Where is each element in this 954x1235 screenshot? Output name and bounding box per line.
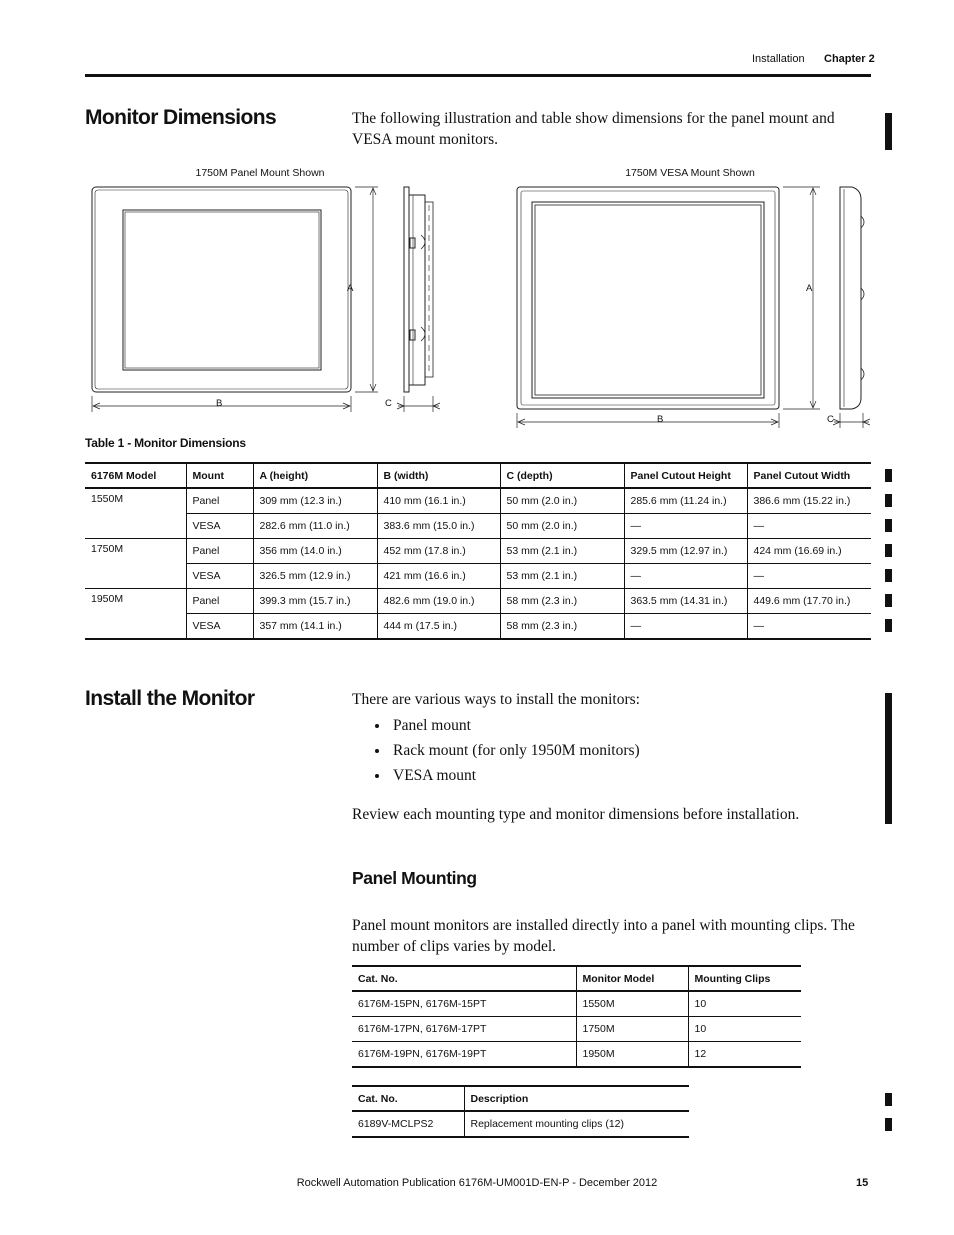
panel-dim-c-label: C — [385, 398, 392, 409]
table-cell: 399.3 mm (15.7 in.) — [253, 589, 377, 614]
table-cell: 452 mm (17.8 in.) — [377, 539, 500, 564]
table-row — [352, 1111, 689, 1137]
table-row — [85, 589, 871, 614]
vesa-mount-figure-label: 1750M VESA Mount Shown — [625, 167, 755, 179]
mounting-clips-table — [352, 965, 801, 1068]
table-cell: 285.6 mm (11.24 in.) — [624, 488, 747, 514]
table-cell: 10 — [688, 1017, 801, 1042]
vesa-dim-c-label: C — [827, 414, 834, 425]
header-section-label: Installation — [752, 53, 805, 65]
table-cell: — — [747, 614, 871, 640]
change-bar — [885, 569, 892, 582]
table-cell: 6176M-15PN, 6176M-15PT — [352, 991, 576, 1017]
table-cell: 421 mm (16.6 in.) — [377, 564, 500, 589]
table-cell: — — [624, 514, 747, 539]
table-cell: 53 mm (2.1 in.) — [500, 564, 624, 589]
table-cell: 1550M — [576, 991, 688, 1017]
column-header: Description — [464, 1086, 689, 1111]
table-cell: 50 mm (2.0 in.) — [500, 488, 624, 514]
table-cell: 58 mm (2.3 in.) — [500, 614, 624, 640]
column-header: B (width) — [377, 463, 500, 488]
change-bar — [885, 494, 892, 507]
column-header: A (height) — [253, 463, 377, 488]
table-cell: 383.6 mm (15.0 in.) — [377, 514, 500, 539]
install-review-text: Review each mounting type and monitor dimensions before installation. — [352, 806, 800, 823]
column-header: C (depth) — [500, 463, 624, 488]
table-cell: 410 mm (16.1 in.) — [377, 488, 500, 514]
column-header: Cat. No. — [352, 1086, 464, 1111]
table-cell: 58 mm (2.3 in.) — [500, 589, 624, 614]
install-intro: There are various ways to install the monitors: — [352, 691, 640, 708]
table-cell: — — [747, 514, 871, 539]
monitor-dimensions-intro: The following illustration and table show dimensions for the panel mount and VESA mount monitors. — [352, 110, 835, 148]
panel-dim-a-label: A — [347, 283, 354, 294]
column-header: Panel Cutout Height — [624, 463, 747, 488]
model-cell: 1750M — [85, 539, 186, 589]
table-row — [352, 991, 801, 1017]
change-bar — [885, 469, 892, 482]
table-cell: 282.6 mm (11.0 in.) — [253, 514, 377, 539]
table-cell: 449.6 mm (17.70 in.) — [747, 589, 871, 614]
header-rule — [85, 74, 871, 77]
subsection-heading-panel-mounting: Panel Mounting — [352, 868, 477, 888]
table-cell: 10 — [688, 991, 801, 1017]
column-header: Cat. No. — [352, 966, 576, 991]
table-cell: VESA — [186, 614, 253, 640]
section-heading-install-monitor: Install the Monitor — [85, 687, 255, 710]
table-cell: — — [624, 564, 747, 589]
table-cell: 12 — [688, 1042, 801, 1068]
table-cell: 53 mm (2.1 in.) — [500, 539, 624, 564]
vesa-dim-b-label: B — [657, 414, 664, 425]
table-cell: 444 m (17.5 in.) — [377, 614, 500, 640]
table-cell: 6189V-MCLPS2 — [352, 1111, 464, 1137]
table-cell: 326.5 mm (12.9 in.) — [253, 564, 377, 589]
table-cell: 1950M — [576, 1042, 688, 1068]
column-header: Mounting Clips — [688, 966, 801, 991]
panel-mount-figure-label: 1750M Panel Mount Shown — [195, 167, 325, 179]
table-cell: 50 mm (2.0 in.) — [500, 514, 624, 539]
table-cell: — — [747, 564, 871, 589]
monitor-dimensions-illustration — [80, 180, 880, 435]
table-header-row — [85, 463, 871, 488]
table-row — [352, 1017, 801, 1042]
table-caption: Table 1 - Monitor Dimensions — [85, 436, 246, 450]
table-cell: 386.6 mm (15.22 in.) — [747, 488, 871, 514]
table-cell: Panel — [186, 539, 253, 564]
list-item: Rack mount (for only 1950M monitors) — [372, 738, 640, 763]
panel-dim-b-label: B — [216, 398, 223, 409]
table-cell: 329.5 mm (12.97 in.) — [624, 539, 747, 564]
change-bar — [885, 594, 892, 607]
header-chapter-label: Chapter 2 — [824, 53, 875, 65]
table-cell: 424 mm (16.69 in.) — [747, 539, 871, 564]
list-item: Panel mount — [372, 713, 640, 738]
list-item: VESA mount — [372, 763, 640, 788]
table-cell: 6176M-19PN, 6176M-19PT — [352, 1042, 576, 1068]
table-row — [85, 539, 871, 564]
section-heading-monitor-dimensions: Monitor Dimensions — [85, 106, 277, 129]
change-bar — [885, 544, 892, 557]
table-row — [85, 488, 871, 514]
change-bar — [885, 693, 892, 824]
vesa-dim-a-label: A — [806, 283, 813, 294]
table-row — [352, 1042, 801, 1068]
model-cell: 1950M — [85, 589, 186, 640]
table-cell: Panel — [186, 488, 253, 514]
model-cell: 1550M — [85, 488, 186, 539]
monitor-dimensions-table — [85, 462, 871, 640]
change-bar — [885, 1118, 892, 1131]
change-bar — [885, 113, 892, 150]
mount-types-list — [372, 713, 640, 788]
table-row — [85, 564, 871, 589]
footer-publication: Rockwell Automation Publication 6176M-UM001D-EN-P - December 2012 — [296, 1177, 658, 1189]
change-bar — [885, 519, 892, 532]
change-bar — [885, 1093, 892, 1106]
table-header-row — [352, 966, 801, 991]
table-cell: 363.5 mm (14.31 in.) — [624, 589, 747, 614]
table-cell: VESA — [186, 564, 253, 589]
panel-mounting-text: Panel mount monitors are installed directly into a panel with mounting clips. The number of clips varies by model. — [352, 917, 855, 955]
table-cell: VESA — [186, 514, 253, 539]
change-bar — [885, 619, 892, 632]
table-row — [85, 514, 871, 539]
column-header: Mount — [186, 463, 253, 488]
table-cell: — — [624, 614, 747, 640]
column-header: Panel Cutout Width — [747, 463, 871, 488]
column-header: Monitor Model — [576, 966, 688, 991]
table-cell: 6176M-17PN, 6176M-17PT — [352, 1017, 576, 1042]
table-row — [85, 614, 871, 640]
table-header-row — [352, 1086, 689, 1111]
table-cell: 482.6 mm (19.0 in.) — [377, 589, 500, 614]
replacement-parts-table — [352, 1085, 689, 1138]
table-cell: 357 mm (14.1 in.) — [253, 614, 377, 640]
table-cell: Panel — [186, 589, 253, 614]
table-cell: 309 mm (12.3 in.) — [253, 488, 377, 514]
column-header: 6176M Model — [85, 463, 186, 488]
table-cell: Replacement mounting clips (12) — [464, 1111, 689, 1137]
table-cell: 1750M — [576, 1017, 688, 1042]
page-number: 15 — [856, 1177, 869, 1189]
table-cell: 356 mm (14.0 in.) — [253, 539, 377, 564]
